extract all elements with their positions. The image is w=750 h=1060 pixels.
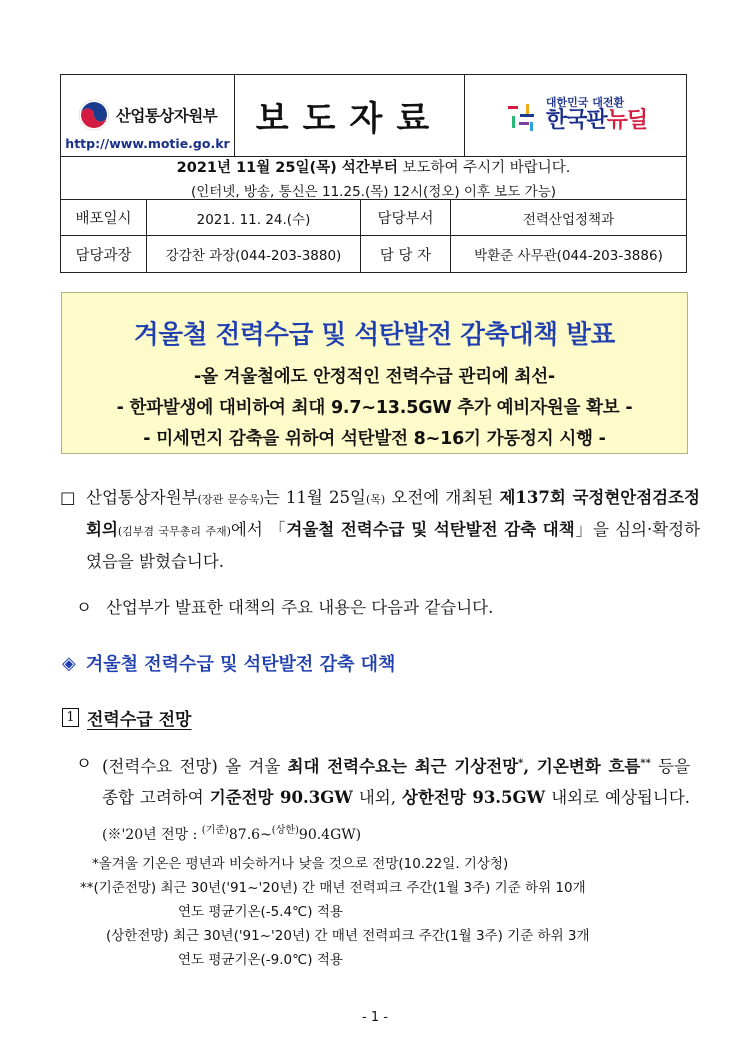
headline-subtitle-1: -올 겨울철에도 안정적인 전력수급 관리에 최선- [194,367,555,387]
contact-value: 박환준 사무관(044-203-3886) [474,248,663,264]
release-row [61,200,686,236]
summary-bullet [76,594,716,618]
footnote-2: ** (기준전망) 최근 30년('91~'20년) 간 매년 전력피크 주간(1월 3주) 기준 하위 10개 [80,880,586,896]
lead-text: 산업통상자원부(장관 문승욱)는 11월 25일(목) 오전에 개최된 제137회 국정현안점검조정회의(김부겸 국무총리 주재)에서 「겨울철 전력수급 및 석탄발전 감축 대책」을 심의·확정하였음을 밝혔습니다. [86,488,701,571]
release-date-value: 2021. 11. 24.(수) [147,200,361,235]
section-number-box: 1 [62,708,79,727]
page-number: - 1 - [362,1010,388,1025]
footnote-1: * 올겨울 기온은 평년과 비슷하거나 낮을 것으로 전망(10.22일. 기상청) [92,856,509,872]
headline-subtitle-3: - 미세먼지 감축을 위하여 석탄발전 8~16기 가동정지 시행 - [143,429,606,449]
lead-paragraph [60,483,700,577]
contact-row [61,236,686,272]
release-date-label: 배포일시 [61,200,147,235]
new-deal-brand-cell [465,75,686,156]
department-value: 전력산업정책과 [522,211,615,228]
section-heading [62,650,702,676]
embargo-note: (인터넷, 방송, 통신은 11.25.(목) 12시(정오) 이후 보도 가능) [190,184,557,200]
embargo-row [61,157,686,200]
header-top-row [61,75,686,157]
press-header-table [60,74,687,273]
brand-name: 한국판뉴딜 [545,108,648,134]
ministry-name: 산업통상자원부 [115,106,218,125]
demand-forecast-text: (전력수요 전망) 올 겨울 최대 전력수요는 최근 기상전망*, 기온변화 흐름** 등을 종합 고려하여 기준전망 90.3GW 내외, 상한전망 93.5GW 내외로 예상됩니다. (※'20년 전망 : $^{(기준)}$87.6~$^{(상한)}$90.4GW) [102,757,691,843]
contact-label: 담 당 자 [361,236,451,272]
headline-subtitle-2: - 한파발생에 대비하여 최대 9.7~13.5GW 추가 예비자원을 확보 - [116,398,633,418]
headline-title: 겨울철 전력수급 및 석탄발전 감축대책 발표 [134,320,615,350]
department-label: 담당부서 [361,200,451,235]
footnote-3: (상한전망) 최근 30년('91~'20년) 간 매년 전력피크 주간(1월 3주) 기준 하위 3개 [106,928,590,944]
brand-slogan: 대한민국 대전환 [545,96,625,110]
new-deal-logo-icon [504,98,540,134]
summary-text: 산업부가 발표한 대책의 주요 내용은 다음과 같습니다. [105,598,494,617]
section-title: 겨울철 전력수급 및 석탄발전 감축 대책 [85,654,396,675]
circle-bullet-icon: ㅇ [76,598,92,617]
embargo-text: 2021년 11월 25일(목) 석간부터 보도하여 주시기 바랍니다. [176,160,571,176]
subsection-heading [62,705,702,730]
taeguk-emblem-icon [78,99,110,131]
diamond-bullet-icon: ◈ [62,652,76,674]
headline-box [61,292,688,454]
circle-bullet-icon: ㅇ [76,754,92,773]
subsection-title: 전력수급 전망 [87,710,192,730]
manager-value: 강감찬 과장(044-203-3880) [147,236,361,272]
manager-label: 담당과장 [61,236,147,272]
demand-forecast-bullet [76,748,690,851]
footnote-2-cont: 연도 평균기온(-5.4℃) 적용 [178,904,343,920]
footnotes [80,852,590,972]
ministry-logo-cell [61,75,235,156]
square-bullet-icon: □ [60,488,76,507]
footnote-3-cont: 연도 평균기온(-9.0℃) 적용 [178,952,343,968]
ministry-url-link[interactable]: http://www.motie.go.kr [65,136,230,151]
doc-type-title: 보도자료 [235,75,465,156]
